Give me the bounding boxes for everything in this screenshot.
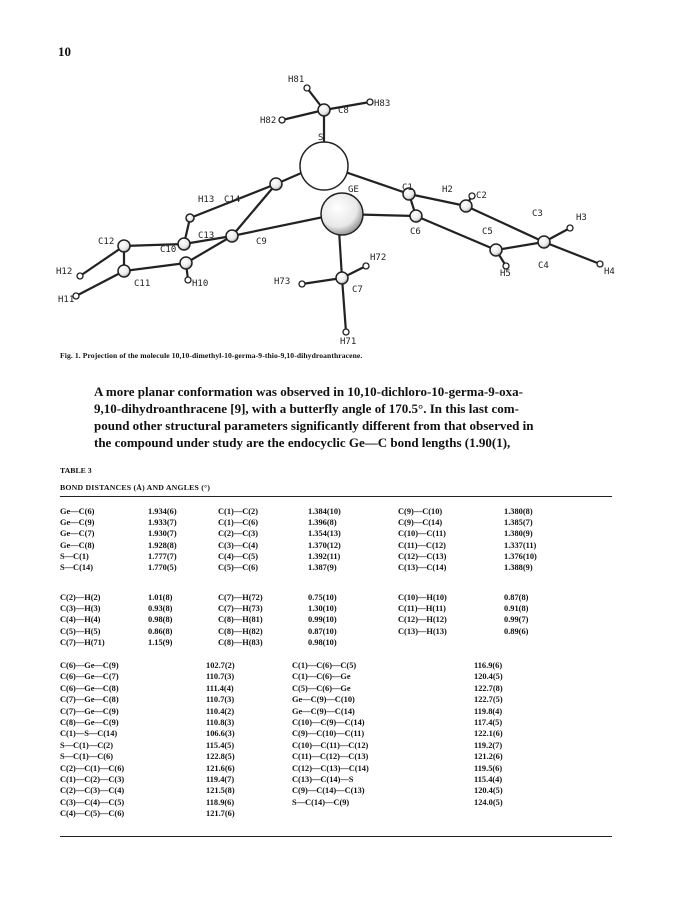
table-cell: 106.6(3) bbox=[206, 729, 235, 739]
table-cell: 0.99(10) bbox=[308, 615, 337, 625]
label-c3: C3 bbox=[532, 209, 543, 219]
table-cell: 0.93(8) bbox=[148, 604, 173, 614]
label-c8: C8 bbox=[338, 106, 349, 116]
page-number: 10 bbox=[58, 44, 71, 59]
table-cell: S—C(1)—C(6) bbox=[60, 752, 114, 762]
molecule-figure bbox=[52, 66, 632, 350]
table-cell: 1.396(8) bbox=[308, 518, 337, 528]
label-h73: H73 bbox=[274, 277, 291, 287]
table-top-rule bbox=[60, 496, 612, 497]
label-c1: C1 bbox=[402, 183, 413, 193]
c6-atom bbox=[410, 210, 422, 222]
table-cell: S—C(14)—C(9) bbox=[292, 797, 350, 807]
label-ge: GE bbox=[348, 185, 359, 195]
table-cell: 1.392(11) bbox=[308, 551, 341, 561]
distances-block-1 bbox=[60, 506, 620, 576]
table-cell: C(11)—C(12)—C(13) bbox=[292, 752, 369, 762]
label-c5: C5 bbox=[482, 227, 493, 237]
table-cell: C(5)—H(5) bbox=[60, 626, 101, 636]
table-cell: 119.5(6) bbox=[474, 763, 503, 773]
table-cell: C(12)—H(12) bbox=[398, 615, 447, 625]
germanium-atom bbox=[321, 193, 363, 235]
table-cell: C(5)—C(6)—Ge bbox=[292, 683, 351, 693]
table-cell: 0.75(10) bbox=[308, 593, 337, 602]
label-h71: H71 bbox=[340, 337, 357, 347]
table-cell: 115.4(5) bbox=[206, 740, 235, 750]
table-cell: C(12)—C(13)—C(14) bbox=[292, 763, 369, 773]
table-cell: C(8)—Ge—C(9) bbox=[60, 718, 119, 727]
table-cell: 1.388(9) bbox=[504, 563, 533, 572]
table-cell: C(10)—C(9)—C(14) bbox=[292, 718, 365, 727]
table-cell: C(12)—C(13) bbox=[398, 551, 447, 561]
table-cell: 119.2(7) bbox=[474, 740, 503, 750]
angles-block bbox=[60, 660, 620, 820]
table-cell: 122.7(8) bbox=[474, 683, 503, 693]
table-cell: C(2)—C(1)—C(6) bbox=[60, 763, 125, 773]
label-h4: H4 bbox=[604, 267, 615, 277]
table-cell: C(5)—C(6) bbox=[218, 563, 259, 572]
body-line: pound other structural parameters significantly different from that observed in bbox=[94, 418, 534, 433]
table-cell: C(7)—Ge—C(9) bbox=[60, 706, 119, 716]
label-h81: H81 bbox=[288, 75, 305, 85]
table-cell: C(2)—C(3)—C(4) bbox=[60, 786, 125, 796]
c5-atom bbox=[490, 244, 502, 256]
table-cell: C(9)—C(10) bbox=[398, 507, 443, 516]
label-h72: H72 bbox=[370, 253, 387, 263]
c7-atom bbox=[336, 272, 348, 284]
table-cell: 122.1(6) bbox=[474, 729, 503, 739]
table-cell: C(3)—H(3) bbox=[60, 604, 101, 614]
table-cell: 0.89(6) bbox=[504, 626, 529, 636]
table-cell: 111.4(4) bbox=[206, 683, 234, 693]
table-cell: 0.98(10) bbox=[308, 637, 337, 647]
table-cell: 110.7(3) bbox=[206, 695, 235, 705]
table-cell: 1.376(10) bbox=[504, 551, 537, 561]
table-cell: C(9)—C(14) bbox=[398, 518, 443, 528]
label-h13: H13 bbox=[198, 195, 215, 205]
table-cell: C(1)—C(6)—Ge bbox=[292, 672, 351, 682]
table-cell: 102.7(2) bbox=[206, 661, 235, 670]
table-cell: 121.7(6) bbox=[206, 809, 235, 819]
c10-atom bbox=[178, 238, 190, 250]
table-cell: C(6)—Ge—C(9) bbox=[60, 661, 119, 670]
table-cell: C(1)—S—C(14) bbox=[60, 729, 118, 739]
table-cell: C(9)—C(10)—C(11) bbox=[292, 729, 365, 739]
table-cell: 1.354(13) bbox=[308, 529, 341, 539]
table-cell: Ge—C(8) bbox=[60, 540, 95, 550]
table-cell: S—C(14) bbox=[60, 563, 94, 572]
table-cell: C(1)—C(6) bbox=[218, 518, 259, 528]
table-cell: C(10)—H(10) bbox=[398, 593, 447, 602]
table-cell: 119.8(4) bbox=[474, 706, 503, 716]
table-cell: C(9)—C(14)—C(13) bbox=[292, 786, 365, 796]
label-h5: H5 bbox=[500, 269, 511, 279]
label-h3: H3 bbox=[576, 213, 587, 223]
table-cell: C(1)—C(2)—C(3) bbox=[60, 775, 125, 784]
label-h10: H10 bbox=[192, 279, 209, 289]
table-cell: 1.337(11) bbox=[504, 540, 537, 550]
table-cell: C(3)—C(4)—C(5) bbox=[60, 797, 125, 807]
table-cell: C(7)—H(71) bbox=[60, 637, 105, 647]
table-cell: 110.8(3) bbox=[206, 718, 235, 727]
table-cell: 0.87(8) bbox=[504, 593, 529, 602]
table-cell: C(4)—H(4) bbox=[60, 615, 101, 625]
label-c7: C7 bbox=[352, 285, 363, 295]
table-cell: 0.87(10) bbox=[308, 626, 337, 636]
table-cell: S—C(1)—C(2) bbox=[60, 740, 114, 750]
body-line: 9,10-dihydroanthracene [9], with a butterfly angle of 170.5°. In this last com- bbox=[94, 401, 519, 416]
c13-atom bbox=[226, 230, 238, 242]
table-cell: C(7)—H(72) bbox=[218, 593, 263, 602]
table-cell: C(7)—H(73) bbox=[218, 604, 263, 614]
table-cell: C(8)—H(83) bbox=[218, 637, 263, 647]
label-c14: C14 bbox=[224, 195, 241, 205]
label-h2: H2 bbox=[442, 185, 453, 195]
label-h83: H83 bbox=[374, 99, 391, 109]
body-paragraph bbox=[60, 383, 628, 451]
table-cell: C(3)—C(4) bbox=[218, 540, 259, 550]
table-cell: Ge—C(9)—C(10) bbox=[292, 695, 355, 705]
table-cell: 1.370(12) bbox=[308, 540, 341, 550]
label-h82: H82 bbox=[260, 116, 277, 126]
label-h12: H12 bbox=[56, 267, 73, 277]
table-cell: 122.7(5) bbox=[474, 695, 503, 705]
table-cell: 110.7(3) bbox=[206, 672, 235, 682]
figure-caption: Fig. 1. Projection of the molecule 10,10-dimethyl-10-germa-9-thio-9,10-dihydroanthracene. bbox=[60, 351, 363, 360]
molecule-diagram bbox=[52, 66, 632, 350]
label-c11: C11 bbox=[134, 279, 151, 289]
table-subtitle: BOND DISTANCES (Å) AND ANGLES (°) bbox=[60, 483, 211, 492]
body-line: A more planar conformation was observed in 10,10-dichloro-10-germa-9-oxa- bbox=[94, 384, 523, 399]
label-c10: C10 bbox=[160, 245, 177, 255]
c4-atom bbox=[538, 236, 550, 248]
table-cell: 122.8(5) bbox=[206, 752, 235, 762]
table-cell: C(6)—Ge—C(8) bbox=[60, 683, 119, 693]
table-cell: 1.30(10) bbox=[308, 604, 337, 614]
table-cell: 119.4(7) bbox=[206, 775, 235, 784]
label-c2: C2 bbox=[476, 191, 487, 201]
table-cell: Ge—C(9)—C(14) bbox=[292, 706, 355, 716]
table-bottom-rule bbox=[60, 836, 612, 837]
table-cell: 1.933(7) bbox=[148, 518, 177, 528]
table-cell: Ge—C(7) bbox=[60, 529, 95, 539]
body-line: the compound under study are the endocyclic Ge—C bond lengths (1.90(1), bbox=[94, 435, 511, 450]
table-cell: C(6)—Ge—C(7) bbox=[60, 672, 119, 682]
table-cell: 0.99(7) bbox=[504, 615, 529, 625]
c11-atom bbox=[180, 257, 192, 269]
table-cell: 1.928(8) bbox=[148, 540, 177, 550]
table-cell: 117.4(5) bbox=[474, 718, 503, 727]
c8-atom bbox=[318, 104, 330, 116]
table-cell: C(11)—C(12) bbox=[398, 540, 446, 550]
c14-atom bbox=[270, 178, 282, 190]
table-cell: 1.777(7) bbox=[148, 551, 177, 561]
table-cell: S—C(1) bbox=[60, 551, 89, 561]
table-cell: C(2)—H(2) bbox=[60, 593, 101, 602]
table-cell: C(2)—C(3) bbox=[218, 529, 259, 539]
label-h11: H11 bbox=[58, 295, 75, 305]
table-cell: 120.4(5) bbox=[474, 672, 503, 682]
table-cell: 121.5(8) bbox=[206, 786, 235, 796]
table-cell: 1.15(9) bbox=[148, 637, 173, 647]
table-cell: C(8)—H(82) bbox=[218, 626, 263, 636]
table-cell: C(10)—C(11) bbox=[398, 529, 446, 539]
h13-atom bbox=[186, 214, 194, 222]
table-cell: 0.91(8) bbox=[504, 604, 529, 614]
c12-atom bbox=[118, 265, 130, 277]
table-cell: C(13)—C(14)—S bbox=[292, 775, 354, 784]
table-cell: 1.770(5) bbox=[148, 563, 177, 572]
table-cell: C(4)—C(5)—C(6) bbox=[60, 809, 125, 819]
table-cell: C(11)—H(11) bbox=[398, 604, 446, 614]
table-cell: C(13)—H(13) bbox=[398, 626, 447, 636]
table-cell: 0.86(8) bbox=[148, 626, 173, 636]
table-cell: Ge—C(9) bbox=[60, 518, 95, 528]
sulfur-atom bbox=[300, 142, 348, 190]
table-cell: Ge—C(6) bbox=[60, 507, 95, 516]
table-cell: C(10)—C(11)—C(12) bbox=[292, 740, 369, 750]
label-c12: C12 bbox=[98, 237, 115, 247]
table-cell: 116.9(6) bbox=[474, 661, 503, 670]
table-cell: 110.4(2) bbox=[206, 706, 235, 716]
table-cell: 124.0(5) bbox=[474, 797, 503, 807]
table-cell: 120.4(5) bbox=[474, 786, 503, 796]
label-c4: C4 bbox=[538, 261, 549, 271]
table-cell: C(1)—C(2) bbox=[218, 507, 259, 516]
distances-block-2 bbox=[60, 592, 620, 650]
label-c13: C13 bbox=[198, 231, 215, 241]
table-cell: 1.380(8) bbox=[504, 507, 533, 516]
table-cell: 121.6(6) bbox=[206, 763, 235, 773]
table-title: TABLE 3 bbox=[60, 466, 92, 475]
label-c6: C6 bbox=[410, 227, 421, 237]
table-cell: C(1)—C(6)—C(5) bbox=[292, 661, 357, 670]
table-cell: 1.01(8) bbox=[148, 593, 173, 602]
table-cell: C(8)—H(81) bbox=[218, 615, 263, 625]
table-cell: 1.380(9) bbox=[504, 529, 533, 539]
label-s: S bbox=[318, 133, 324, 143]
table-cell: 1.387(9) bbox=[308, 563, 337, 572]
table-cell: 1.930(7) bbox=[148, 529, 177, 539]
table-cell: 1.384(10) bbox=[308, 507, 341, 516]
table-cell: 1.934(6) bbox=[148, 507, 177, 516]
table-cell: 118.9(6) bbox=[206, 797, 235, 807]
c12b-atom bbox=[118, 240, 130, 252]
table-cell: C(4)—C(5) bbox=[218, 551, 259, 561]
table-cell: 1.385(7) bbox=[504, 518, 533, 528]
c2-atom bbox=[460, 200, 472, 212]
table-cell: C(13)—C(14) bbox=[398, 563, 447, 572]
table-cell: 0.98(8) bbox=[148, 615, 173, 625]
label-c9: C9 bbox=[256, 237, 267, 247]
table-cell: 115.4(4) bbox=[474, 775, 503, 784]
table-cell: C(7)—Ge—C(8) bbox=[60, 695, 119, 705]
table-cell: 121.2(6) bbox=[474, 752, 503, 762]
